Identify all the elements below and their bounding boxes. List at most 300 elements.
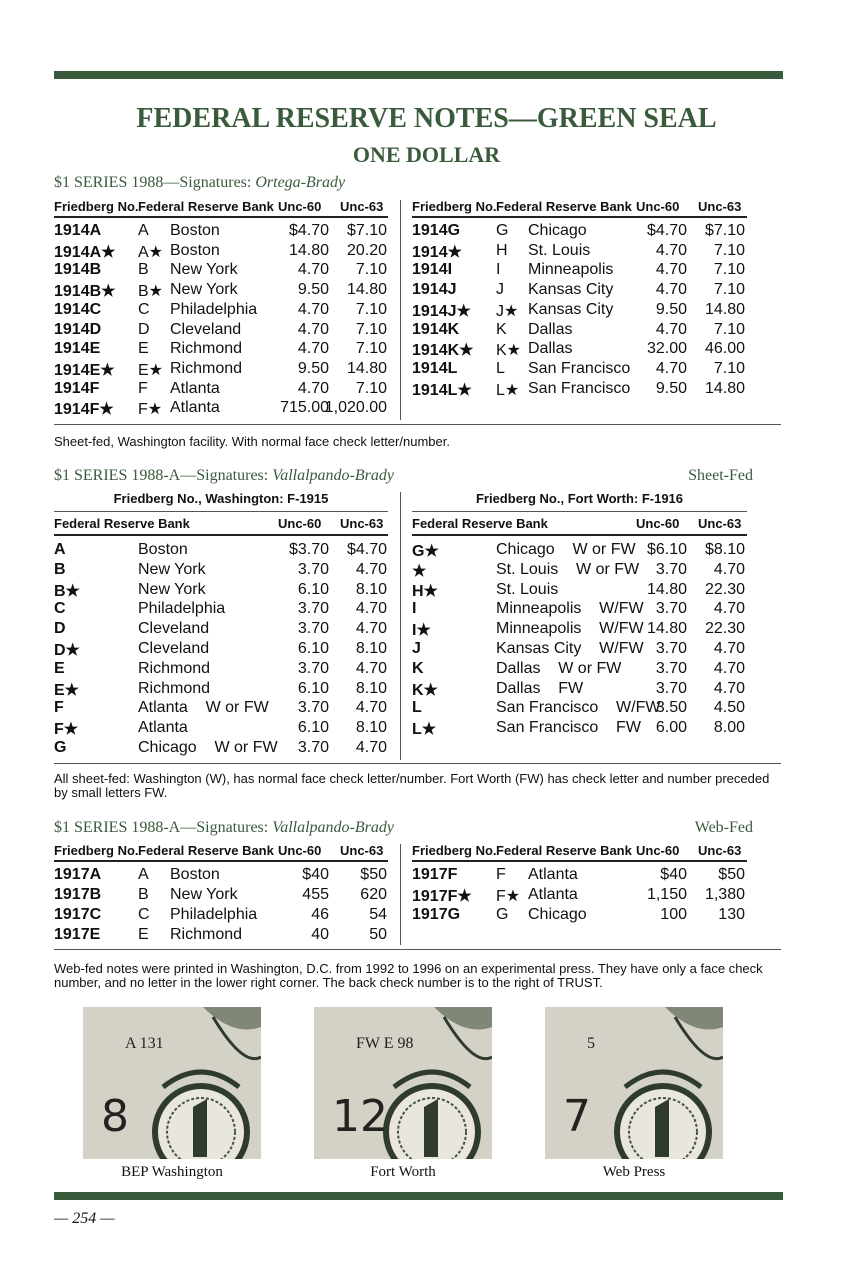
- page-number: — 254 —: [54, 1210, 115, 1227]
- unc63-price: 7.10: [355, 379, 387, 397]
- district-letter: J★: [496, 302, 519, 320]
- table-row: [412, 640, 747, 660]
- unc63-price: 1,020.00: [324, 399, 387, 417]
- unc63-price: 7.10: [713, 281, 745, 299]
- unc63-price: $4.70: [346, 541, 387, 558]
- note-detail-image: [83, 1007, 261, 1159]
- unc63-price: 4.70: [713, 600, 745, 618]
- section2-heading: [54, 467, 754, 485]
- unc63-price: 7.10: [355, 261, 387, 279]
- table-row: [412, 906, 747, 926]
- table-row: [54, 242, 389, 262]
- bank-name: Richmond: [138, 659, 211, 677]
- bank-name: San Francisco FW: [496, 719, 641, 737]
- bank-name: New York: [138, 560, 206, 578]
- unc60-price: 3.70: [297, 600, 329, 618]
- unc63-price: 22.30: [704, 620, 745, 638]
- unc60-price: 6.10: [297, 679, 329, 697]
- bank-name: Kansas City: [528, 281, 614, 299]
- district-letter: L★: [496, 381, 520, 399]
- fort-worth-subheader: Friedberg No., Fort Worth: F-1916: [475, 491, 684, 506]
- table-row: [412, 242, 747, 262]
- district-letter: F: [496, 866, 506, 883]
- table-row: [54, 581, 389, 601]
- table-row: [54, 640, 389, 660]
- section1-header-rule: [54, 216, 388, 218]
- friedberg-number: 1914C: [54, 300, 102, 318]
- table-row: [54, 620, 389, 640]
- table-row: [412, 360, 747, 380]
- district-letter: E★: [54, 681, 80, 699]
- unc60-price: 40: [311, 926, 329, 943]
- district-letter: I★: [412, 622, 431, 640]
- unc63-price: 20.20: [346, 241, 387, 259]
- washington-subheader: Friedberg No., Washington: F-1915: [113, 491, 329, 506]
- bank-name: Atlanta: [528, 886, 578, 903]
- unc63-price: 4.70: [355, 739, 387, 756]
- unc60-price: 6.00: [655, 719, 687, 737]
- friedberg-number: 1914F: [54, 379, 100, 397]
- bank-name: Richmond: [170, 359, 243, 377]
- table-row: [54, 886, 389, 906]
- section2-note: All sheet-fed: Washington (W), has normal face check letter/number. Fort Worth (FW) has check letter and number preceded by small letters FW.: [54, 771, 770, 800]
- table-row: [412, 886, 747, 906]
- section1-note: Sheet-fed, Washington facility. With normal face check letter/number.: [54, 434, 450, 449]
- bank-name: New York: [170, 261, 238, 279]
- bank-name: Boston: [170, 866, 220, 883]
- unc60-price: 9.50: [297, 359, 329, 377]
- unc63-price: 22.30: [704, 580, 745, 598]
- page-subtitle: ONE DOLLAR: [352, 142, 501, 167]
- table-row: [54, 866, 389, 886]
- unc63-price: 7.10: [713, 261, 745, 279]
- friedberg-number: 1914I: [412, 261, 453, 279]
- district-letter: L: [496, 359, 505, 377]
- unc63-price: 14.80: [704, 379, 745, 397]
- unc60-price: 4.70: [655, 281, 687, 299]
- unc60-price: 6.10: [297, 580, 329, 598]
- unc60-price: 715.00: [280, 399, 329, 417]
- unc60-price: 4.70: [297, 340, 329, 358]
- section2-col-header: Unc-60: [278, 516, 322, 531]
- table-row: [54, 360, 389, 380]
- unc60-price: 6.10: [297, 640, 329, 657]
- district-letter: ★: [412, 562, 427, 580]
- unc63-price: 7.10: [713, 359, 745, 377]
- table-row: [54, 660, 389, 680]
- check-letter: 5: [587, 1035, 595, 1052]
- unc60-price: 14.80: [646, 620, 687, 638]
- unc63-price: 130: [718, 906, 745, 923]
- bank-name: Cleveland: [138, 640, 210, 657]
- bank-name: St. Louis: [528, 241, 591, 259]
- district-letter: B★: [54, 582, 80, 600]
- unc60-price: 455: [302, 886, 329, 903]
- section2-column-divider: [400, 492, 401, 760]
- table-row: [54, 600, 389, 620]
- bank-name: Chicago W or FW: [138, 739, 278, 756]
- unc63-price: 54: [369, 906, 387, 923]
- district-letter: L★: [412, 721, 437, 739]
- section1-header-rule: [412, 216, 747, 218]
- unc60-price: 3.70: [655, 560, 687, 578]
- section1-col-header: Federal Reserve Bank: [496, 199, 632, 214]
- friedberg-number: 1917E: [54, 926, 101, 943]
- section3-header-rule: [412, 860, 747, 862]
- unc63-price: 4.70: [355, 560, 387, 578]
- section3-heading-text: $1 SERIES 1988-A—Signatures:: [54, 819, 273, 836]
- bank-name: Cleveland: [138, 620, 210, 638]
- district-letter: A: [54, 541, 66, 558]
- friedberg-number: 1914E★: [54, 361, 115, 379]
- table-row: [54, 340, 389, 360]
- unc63-price: $7.10: [346, 222, 387, 239]
- note-detail-image: [314, 1007, 492, 1159]
- unc63-price: 7.10: [355, 300, 387, 318]
- district-letter: B: [138, 886, 149, 903]
- section3-col-header: Unc-60: [278, 843, 322, 858]
- table-row: [54, 699, 389, 719]
- table-row: [54, 380, 389, 400]
- unc63-price: 620: [360, 886, 387, 903]
- bank-name: Chicago W or FW: [496, 541, 636, 558]
- district-letter: I: [496, 261, 501, 279]
- friedberg-number: 1914E: [54, 340, 101, 358]
- district-letter: K: [412, 659, 424, 677]
- friedberg-number: 1914B★: [54, 283, 116, 301]
- bank-name: Atlanta: [528, 866, 578, 883]
- table-row: [54, 561, 389, 581]
- unc63-price: 7.10: [713, 241, 745, 259]
- unc63-price: 7.10: [713, 320, 745, 338]
- section2-col-header: Unc-63: [698, 516, 742, 531]
- check-number: 8: [101, 1091, 129, 1142]
- unc60-price: 9.50: [297, 281, 329, 299]
- unc63-price: 4.70: [355, 620, 387, 638]
- section1-col-header: Federal Reserve Bank: [138, 199, 274, 214]
- district-letter: A★: [138, 243, 164, 261]
- section2-heading-text: $1 SERIES 1988-A—Signatures:: [54, 467, 273, 484]
- bank-name: Kansas City: [528, 300, 614, 318]
- district-letter: D★: [54, 642, 80, 659]
- district-letter: B: [138, 261, 149, 279]
- bank-name: Dallas W or FW: [496, 659, 622, 677]
- table-row: [54, 906, 389, 926]
- section2-col-header: Unc-60: [636, 516, 680, 531]
- unc63-price: 4.70: [713, 659, 745, 677]
- district-letter: F: [138, 379, 148, 397]
- unc60-price: 4.70: [297, 300, 329, 318]
- unc60-price: 3.70: [655, 640, 687, 657]
- section1-col-header: Friedberg No.: [412, 199, 497, 214]
- section1-col-header: Unc-60: [636, 199, 680, 214]
- bank-name: Minneapolis W/FW: [496, 600, 644, 618]
- bank-name: New York: [170, 886, 238, 903]
- table-row: [412, 561, 747, 581]
- table-row: [54, 399, 389, 419]
- district-letter: F: [54, 699, 64, 717]
- table-row: [412, 541, 747, 561]
- bank-name: Richmond: [170, 340, 243, 358]
- unc63-price: 7.10: [355, 320, 387, 338]
- district-letter: C: [54, 600, 66, 618]
- friedberg-number: 1914B: [54, 261, 102, 279]
- table-row: [412, 699, 747, 719]
- bank-name: Dallas: [528, 320, 573, 338]
- unc63-price: 8.10: [355, 719, 387, 737]
- table-row: [412, 620, 747, 640]
- table-row: [412, 261, 747, 281]
- district-letter: H: [496, 241, 508, 259]
- unc63-price: 8.10: [355, 679, 387, 697]
- section2-bottom-rule: [54, 763, 781, 764]
- section3-header-rule: [54, 860, 388, 862]
- unc60-price: 3.70: [297, 659, 329, 677]
- bank-name: St. Louis: [496, 580, 559, 598]
- unc63-price: $50: [360, 866, 387, 883]
- unc63-price: 14.80: [346, 359, 387, 377]
- table-row: [412, 340, 747, 360]
- bank-name: Dallas FW: [496, 679, 584, 697]
- table-row: [412, 321, 747, 341]
- bank-name: New York: [170, 281, 238, 299]
- unc60-price: 46: [311, 906, 329, 923]
- district-letter: E★: [138, 361, 164, 379]
- unc63-price: 7.10: [355, 340, 387, 358]
- unc63-price: 4.70: [355, 600, 387, 618]
- bank-name: Chicago: [528, 222, 587, 239]
- district-letter: B★: [138, 283, 164, 301]
- bank-name: New York: [138, 580, 206, 598]
- friedberg-number: 1914L★: [412, 381, 472, 399]
- table-row: [412, 719, 747, 739]
- top-rule: [54, 71, 783, 79]
- district-letter: D: [138, 320, 150, 338]
- table-row: [412, 222, 747, 242]
- unc60-price: $6.10: [646, 541, 687, 558]
- section3-heading-signatures: Vallalpando-Brady: [272, 819, 394, 836]
- bank-name: Atlanta: [170, 379, 220, 397]
- unc60-price: 3.70: [655, 659, 687, 677]
- table-row: [54, 739, 389, 759]
- bank-name: Chicago: [528, 906, 587, 923]
- unc60-price: 3.50: [655, 699, 687, 717]
- unc60-price: 4.70: [297, 379, 329, 397]
- unc60-price: 4.70: [297, 320, 329, 338]
- check-letter: FW E 98: [356, 1035, 414, 1052]
- friedberg-number: 1914G: [412, 222, 461, 239]
- image-caption: BEP Washington: [121, 1164, 223, 1180]
- unc60-price: 3.70: [297, 620, 329, 638]
- table-row: [412, 301, 747, 321]
- table-row: [412, 866, 747, 886]
- section2-heading-signatures: Vallalpando-Brady: [272, 467, 394, 484]
- friedberg-number: 1914J★: [412, 302, 471, 320]
- section1-heading-text: $1 SERIES 1988—Signatures:: [54, 174, 256, 191]
- district-letter: E: [138, 926, 149, 943]
- table-row: [54, 222, 389, 242]
- bank-name: Richmond: [170, 926, 243, 943]
- unc60-price: $4.70: [646, 222, 687, 239]
- section3-col-header: Friedberg No.: [54, 843, 139, 858]
- unc60-price: 100: [660, 906, 687, 923]
- section2-col-header: Unc-63: [340, 516, 384, 531]
- section1-column-divider: [400, 200, 401, 420]
- section2-tag: Sheet-Fed: [688, 467, 753, 484]
- district-letter: A: [138, 222, 149, 239]
- section3-col-header: Federal Reserve Bank: [496, 843, 632, 858]
- unc60-price: $3.70: [288, 541, 329, 558]
- unc63-price: 8.10: [355, 580, 387, 598]
- unc60-price: 3.70: [655, 679, 687, 697]
- friedberg-number: 1914J: [412, 281, 457, 299]
- section1-bottom-rule: [54, 424, 781, 425]
- bank-name: Atlanta: [138, 719, 188, 737]
- unc63-price: 14.80: [346, 281, 387, 299]
- friedberg-number: 1917F★: [412, 888, 472, 905]
- friedberg-number: 1917G: [412, 906, 461, 923]
- friedberg-number: 1914★: [412, 243, 462, 261]
- section2-header-rule: [54, 534, 388, 536]
- unc63-price: 50: [369, 926, 387, 943]
- friedberg-number: 1917C: [54, 906, 102, 923]
- friedberg-number: 1914A★: [54, 243, 116, 261]
- unc63-price: 4.50: [713, 699, 745, 717]
- district-letter: K★: [412, 681, 438, 699]
- friedberg-number: 1914A: [54, 222, 102, 239]
- friedberg-number: 1917A: [54, 866, 102, 883]
- district-letter: A: [138, 866, 149, 883]
- bank-name: Cleveland: [170, 320, 242, 338]
- table-row: [54, 321, 389, 341]
- table-row: [54, 281, 389, 301]
- district-letter: F★: [54, 721, 79, 739]
- check-number: 7: [563, 1091, 591, 1142]
- district-letter: K★: [496, 342, 522, 360]
- friedberg-number: 1914F★: [54, 401, 114, 419]
- section3-col-header: Unc-63: [340, 843, 384, 858]
- friedberg-number: 1914L: [412, 359, 458, 377]
- unc63-price: 14.80: [704, 300, 745, 318]
- section1-heading: [54, 174, 754, 192]
- section3-col-header: Friedberg No.: [412, 843, 497, 858]
- unc60-price: 9.50: [655, 300, 687, 318]
- bank-name: Atlanta W or FW: [138, 699, 269, 717]
- section1-col-header: Friedberg No.: [54, 199, 139, 214]
- unc63-price: $50: [718, 866, 745, 883]
- district-letter: G: [496, 906, 509, 923]
- district-letter: F★: [138, 401, 163, 419]
- unc60-price: 3.70: [297, 699, 329, 717]
- section3-tag: Web-Fed: [694, 819, 753, 836]
- unc63-price: 4.70: [355, 699, 387, 717]
- district-letter: I: [412, 600, 417, 618]
- unc60-price: 3.70: [297, 560, 329, 578]
- district-letter: L: [412, 699, 422, 717]
- table-row: [412, 581, 747, 601]
- bank-name: Minneapolis W/FW: [496, 620, 644, 638]
- bank-name: Kansas City W/FW: [496, 640, 644, 657]
- unc63-price: 46.00: [704, 340, 745, 358]
- table-row: [412, 281, 747, 301]
- check-number: 12: [332, 1091, 388, 1142]
- table-row: [54, 261, 389, 281]
- section3-note: Web-fed notes were printed in Washington, D.C. from 1992 to 1996 on an experimental press. They have only a face check number, and no letter in the lower right corner. The back check number is to the right of TRUST.: [54, 961, 763, 990]
- bank-name: Atlanta: [170, 399, 220, 417]
- bank-name: Richmond: [138, 679, 211, 697]
- section1-col-header: Unc-63: [340, 199, 384, 214]
- bank-name: Philadelphia: [170, 300, 258, 318]
- bank-name: Philadelphia: [170, 906, 258, 923]
- district-letter: E: [54, 659, 65, 677]
- section3-heading: [54, 819, 754, 837]
- table-row: [412, 380, 747, 400]
- bank-name: Boston: [170, 222, 220, 239]
- unc63-price: 4.70: [713, 560, 745, 578]
- unc63-price: 4.70: [713, 679, 745, 697]
- bank-name: Philadelphia: [138, 600, 226, 618]
- section3-col-header: Unc-60: [636, 843, 680, 858]
- unc60-price: 32.00: [646, 340, 687, 358]
- unc63-price: 8.10: [355, 640, 387, 657]
- bank-name: Dallas: [528, 340, 573, 358]
- check-letter: A 131: [125, 1035, 164, 1052]
- section1-heading-signatures: Ortega-Brady: [255, 174, 346, 191]
- table-row: [412, 660, 747, 680]
- unc60-price: 6.10: [297, 719, 329, 737]
- bank-name: San Francisco: [528, 379, 631, 397]
- unc60-price: 9.50: [655, 379, 687, 397]
- district-letter: D: [54, 620, 66, 638]
- subheader-rule: [54, 511, 388, 512]
- table-row: [54, 301, 389, 321]
- unc60-price: 4.70: [655, 320, 687, 338]
- bank-name: San Francisco W/FW: [496, 699, 661, 717]
- section1-col-header: Unc-60: [278, 199, 322, 214]
- subheader-rule: [412, 511, 747, 512]
- district-letter: F★: [496, 888, 521, 905]
- district-letter: J: [412, 640, 421, 657]
- bank-name: Minneapolis: [528, 261, 614, 279]
- unc60-price: 3.70: [297, 739, 329, 756]
- unc60-price: 4.70: [655, 261, 687, 279]
- section1-col-header: Unc-63: [698, 199, 742, 214]
- district-letter: G: [54, 739, 67, 756]
- unc60-price: $4.70: [288, 222, 329, 239]
- unc60-price: 1,150: [646, 886, 687, 903]
- note-detail-image: [545, 1007, 723, 1159]
- friedberg-number: 1917B: [54, 886, 102, 903]
- unc60-price: 4.70: [655, 241, 687, 259]
- section2-col-header: Federal Reserve Bank: [54, 516, 190, 531]
- friedberg-number: 1914K: [412, 320, 460, 338]
- district-letter: C: [138, 300, 150, 318]
- page-title: FEDERAL RESERVE NOTES—GREEN SEAL: [136, 103, 717, 134]
- table-row: [412, 600, 747, 620]
- bank-name: Boston: [170, 241, 220, 259]
- district-letter: E: [138, 340, 149, 358]
- image-caption: Web Press: [602, 1164, 666, 1180]
- unc63-price: 4.70: [713, 640, 745, 657]
- bank-name: San Francisco: [528, 359, 631, 377]
- unc60-price: $40: [302, 866, 329, 883]
- table-row: [54, 541, 389, 561]
- district-letter: C: [138, 906, 150, 923]
- section3-bottom-rule: [54, 949, 781, 950]
- district-letter: B: [54, 560, 66, 578]
- bank-name: Boston: [138, 541, 188, 558]
- friedberg-number: 1917F: [412, 866, 458, 883]
